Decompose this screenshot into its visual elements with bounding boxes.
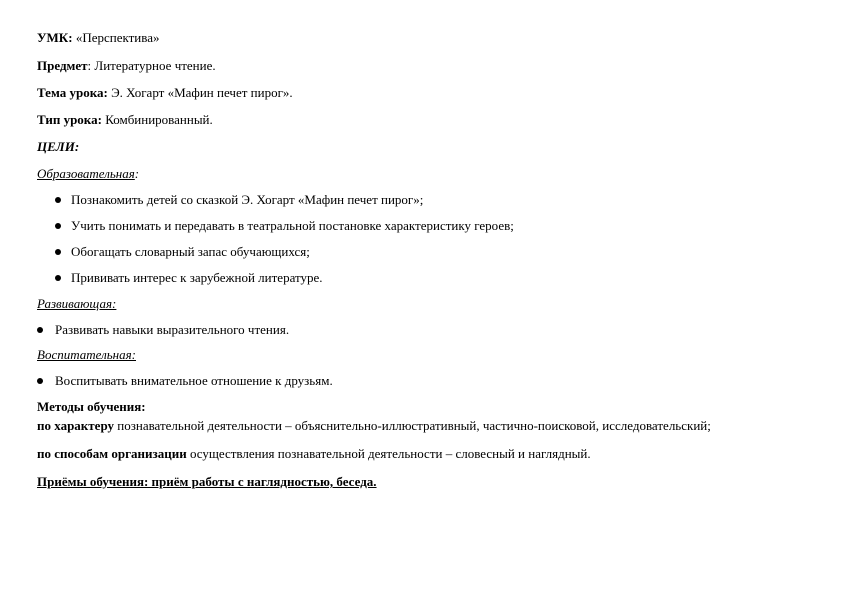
- list-item: [55, 192, 423, 208]
- educational-goal-label: [37, 166, 139, 182]
- lesson-type-value: Комбинированный.: [101, 112, 213, 127]
- bullet-icon: [55, 197, 61, 203]
- list-item: [37, 373, 333, 389]
- goals-heading: ЦЕЛИ:: [37, 139, 80, 154]
- topic-value: Э. Хогарт «Мафин печет пирог».: [107, 85, 293, 100]
- umk-value: «Перспектива»: [75, 30, 160, 45]
- lesson-type-label: Тип урока:: [37, 112, 102, 127]
- subject-line: [37, 58, 216, 74]
- bullet-icon: [37, 378, 43, 384]
- list-item-text: Обогащать словарный запас обучающихся;: [71, 244, 310, 259]
- list-item: [55, 244, 310, 260]
- umk-line: [37, 30, 160, 46]
- educational-label-text: Образовательная: [37, 166, 135, 181]
- bullet-icon: [37, 327, 43, 333]
- list-item-text: Прививать интерес к зарубежной литературе.: [71, 270, 323, 285]
- subject-value: : Литературное чтение.: [87, 58, 216, 73]
- list-item-text: Познакомить детей со сказкой Э. Хогарт «Мафин печет пирог»;: [71, 192, 424, 207]
- subject-label: Предмет: [37, 58, 88, 73]
- list-item-text: Воспитывать внимательное отношение к друзьям.: [55, 373, 333, 388]
- developing-goal-label: Развивающая:: [37, 296, 117, 311]
- teaching-techniques: Приёмы обучения: приём работы с наглядностью, беседа.: [37, 474, 377, 489]
- by-organization-label: по способам организации: [37, 446, 187, 461]
- list-item: [37, 322, 289, 338]
- bullet-icon: [55, 249, 61, 255]
- list-item-text: Учить понимать и передавать в театральной постановке характеристику героев;: [71, 218, 514, 233]
- list-item: [55, 218, 514, 234]
- topic-line: [37, 85, 293, 101]
- educational-colon: :: [134, 166, 140, 181]
- lesson-type-line: [37, 112, 213, 128]
- methods-by-character: [37, 418, 711, 434]
- by-character-label: по характеру: [37, 418, 115, 433]
- by-organization-value: осуществления познавательной деятельности – словесный и наглядный.: [186, 446, 591, 461]
- methods-heading: Методы обучения:: [37, 399, 146, 414]
- topic-label: Тема урока:: [37, 85, 108, 100]
- bullet-icon: [55, 275, 61, 281]
- umk-label: УМК:: [37, 30, 73, 45]
- upbringing-goal-label: Воспитательная:: [37, 347, 136, 362]
- bullet-icon: [55, 223, 61, 229]
- list-item-text: Развивать навыки выразительного чтения.: [55, 322, 290, 337]
- methods-by-organization: [37, 446, 591, 462]
- by-character-value: познавательной деятельности – объяснительно-иллюстративный, частично-поисковой, исследовательский;: [114, 418, 711, 433]
- list-item: [55, 270, 323, 286]
